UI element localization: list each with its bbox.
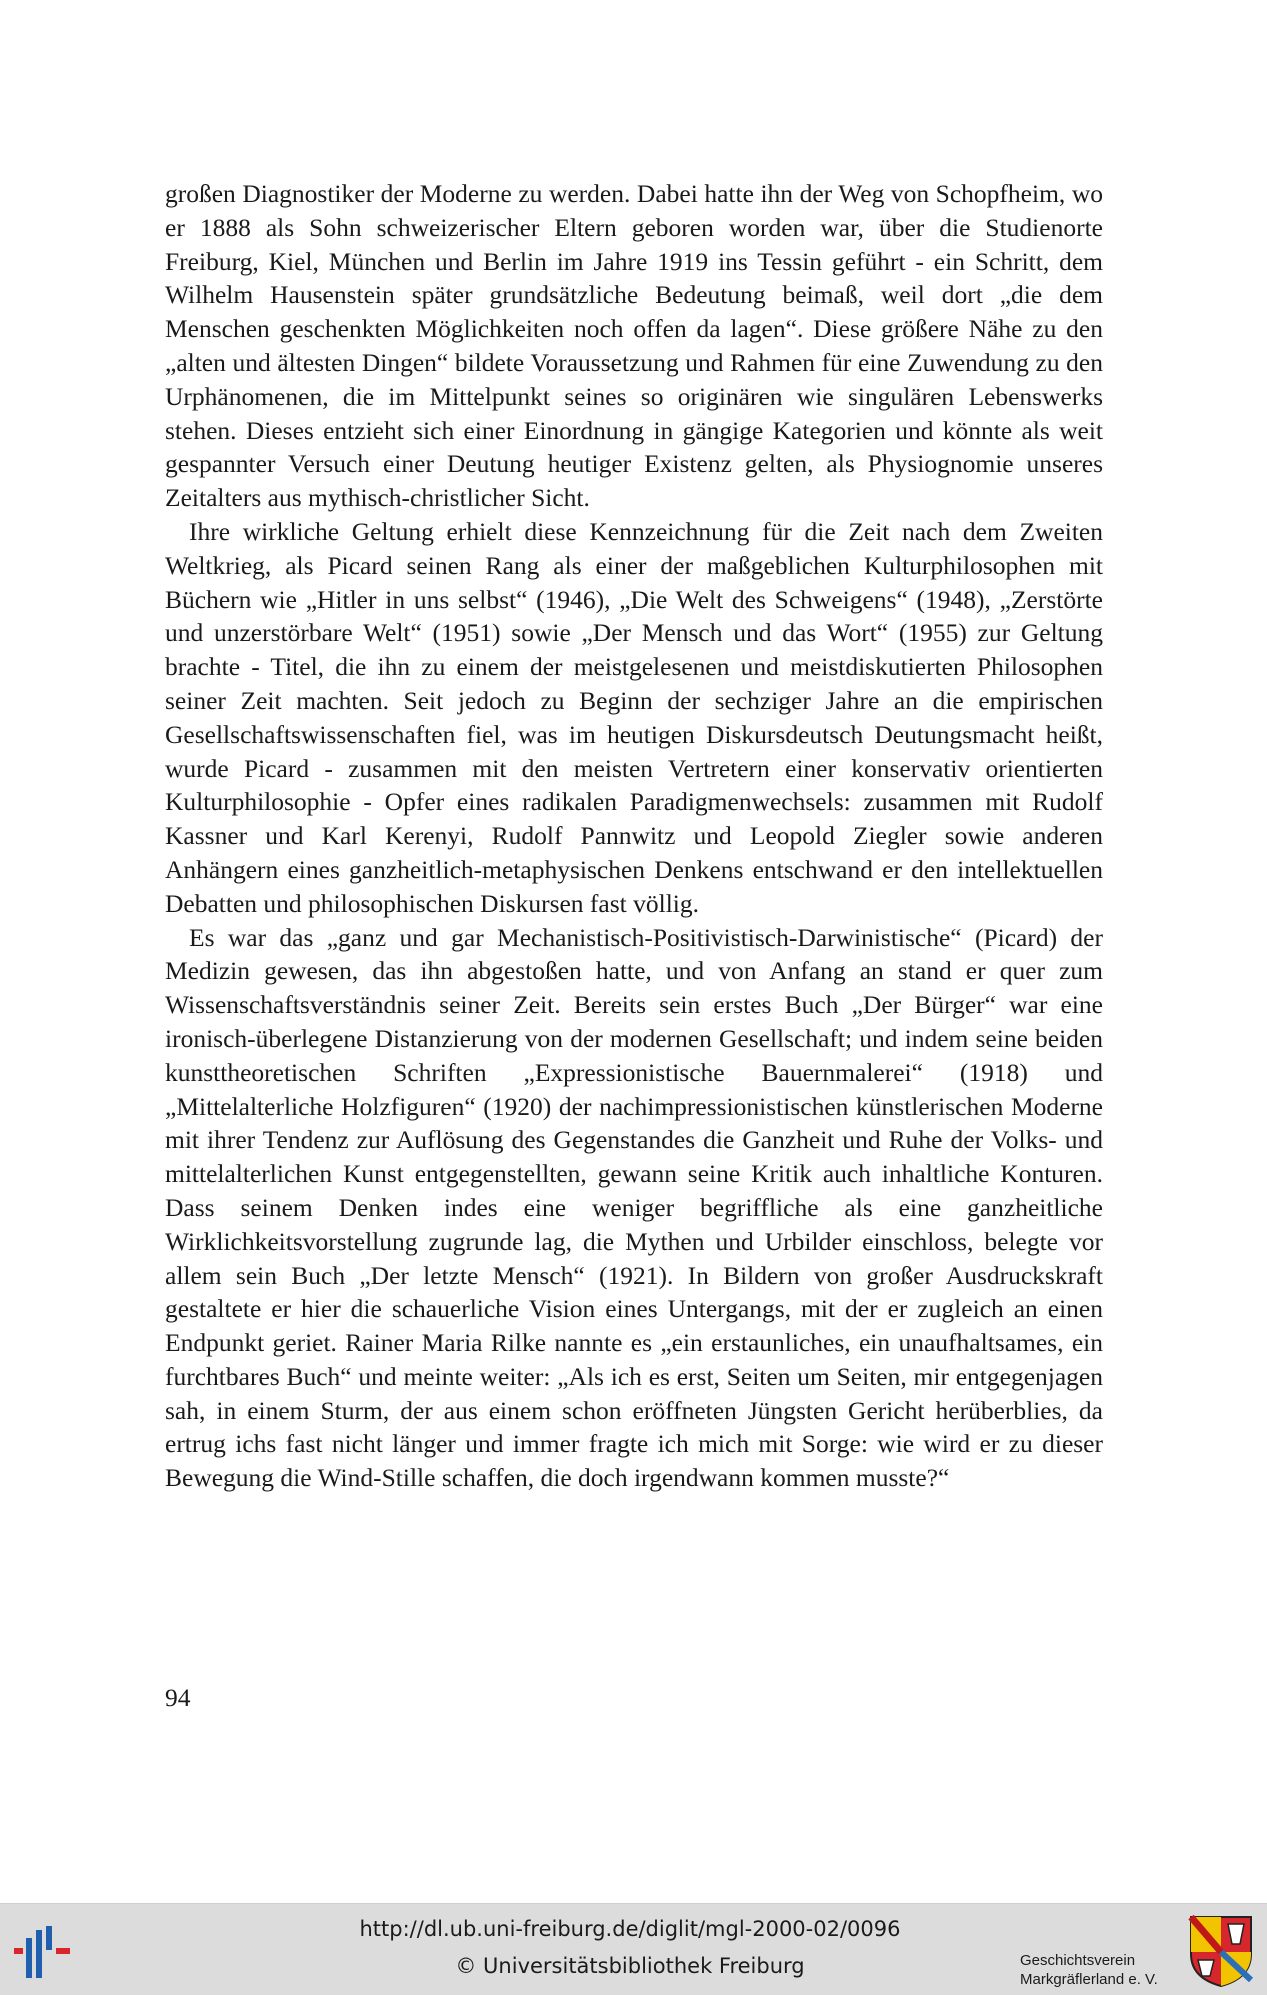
- footer-bar: [0, 1903, 1267, 1995]
- document-url[interactable]: http://dl.ub.uni-freiburg.de/diglit/mgl-2000-02/0096: [359, 1917, 901, 1941]
- paragraph-1: großen Diagnostiker der Moderne zu werden. Dabei hatte ihn der Weg von Schopfheim, wo er 1888 als Sohn schweizerischer Eltern geboren worden war, über die Studienorte Freiburg, Kiel, München und Berlin im Jahre 1919 ins Tessin geführt - ein Schritt, dem Wilhelm Hausenstein später grundsätzliche Bedeutung beimaß, weil dort „die dem Menschen geschenkten Möglichkeiten noch offen da lagen“. Diese größere Nähe zu den „alten und ältesten Dingen“ bildete Voraussetzung und Rahmen für eine Zuwendung zu den Urphänomenen, die im Mittelpunkt seines so originären wie singulären Lebenswerks stehen. Dieses entzieht sich einer Einordnung in gängige Kategorien und könnte als weit gespannter Versuch einer Deutung heutiger Existenz gelten, als Physiognomie unseres Zeitalters aus mythisch-christlicher Sicht.: [165, 179, 1103, 513]
- paragraph-3: Es war das „ganz und gar Mechanistisch-Positivistisch-Darwinistische“ (Picard) der Medizin gewesen, das ihn abgestoßen hatte, und von Anfang an stand er quer zum Wissenschaftsverständnis seiner Zeit. Bereits sein erstes Buch „Der Bürger“ war eine ironisch-überlegene Distanzierung von der modernen Gesellschaft; und indem seine beiden kunsttheoretischen Schriften „Expressionistische Bauernmalerei“ (1918) und „Mittelalterliche Holzfiguren“ (1920) der nachimpressionistischen künstlerischen Moderne mit ihrer Tendenz zur Auflösung des Gegenstandes die Ganzheit und Ruhe der Volks- und mittelalterlichen Kunst entgegenstellten, gewann seine Kritik auch inhaltliche Konturen. Dass seinem Denken indes eine weniger begriffliche als eine ganzheitliche Wirklichkeitsvorstellung zugrunde lag, die Mythen und Urbilder einschloss, belegte vor allem sein Buch „Der letzte Mensch“ (1921). In Bildern von großer Ausdruckskraft gestaltete er hier die schauerliche Vision eines Untergangs, mit der er zugleich an einen Endpunkt geriet. Rainer Maria Rilke nannte es „ein erstaunliches, ein unaufhaltsames, ein furchtbares Buch“ und meinte weiter: „Als ich es erst, Seiten um Seiten, mir entgegenjagen sah, in einem Sturm, der aus einem schon eröffneten Jüngsten Gericht herüberblies, da ertrug ichs fast nicht länger und immer fragte ich mich mit Sorge: wie wird er zu dieser Bewegung die Wind-Stille schaffen, die doch irgendwann kommen musste?“: [165, 922, 1103, 1493]
- copyright-credit: © Universitätsbibliothek Freiburg: [455, 1954, 805, 1978]
- body-text: [165, 177, 1103, 1495]
- paragraph-2: Ihre wirkliche Geltung erhielt diese Kennzeichnung für die Zeit nach dem Zweiten Weltkrieg, als Picard seinen Rang als einer der maßgeblichen Kulturphilosophen mit Büchern wie „Hitler in uns selbst“ (1946), „Die Welt des Schweigens“ (1948), „Zerstörte und unzerstörbare Welt“ (1951) sowie „Der Mensch und das Wort“ (1955) zur Geltung brachte - Titel, die ihn zu einem der meistgelesenen und meistdiskutierten Philosophen seiner Zeit machten. Seit jedoch zu Beginn der sechziger Jahre an die empirischen Gesellschaftswissenschaften fiel, was im heutigen Diskursdeutsch Deutungsmacht heißt, wurde Picard - zusammen mit den meisten Vertretern einer konservativ orientierten Kulturphilosophie - Opfer eines radikalen Paradigmenwechsels: zusammen mit Rudolf Kassner und Karl Kerenyi, Rudolf Pannwitz und Leopold Ziegler sowie anderen Anhängern eines ganzheitlich-metaphysischen Denkens entschwand er den intellektuellen Debatten und philosophischen Diskursen fast völlig.: [165, 516, 1103, 918]
- coat-of-arms-icon: [1188, 1914, 1254, 1988]
- society-name: [1020, 1951, 1180, 1989]
- ub-freiburg-logo-icon[interactable]: [10, 1918, 80, 1982]
- society-line-2: Markgräflerland e. V.: [1020, 1971, 1158, 1988]
- page-number: 94: [165, 1683, 191, 1712]
- society-line-1: Geschichtsverein: [1020, 1952, 1136, 1969]
